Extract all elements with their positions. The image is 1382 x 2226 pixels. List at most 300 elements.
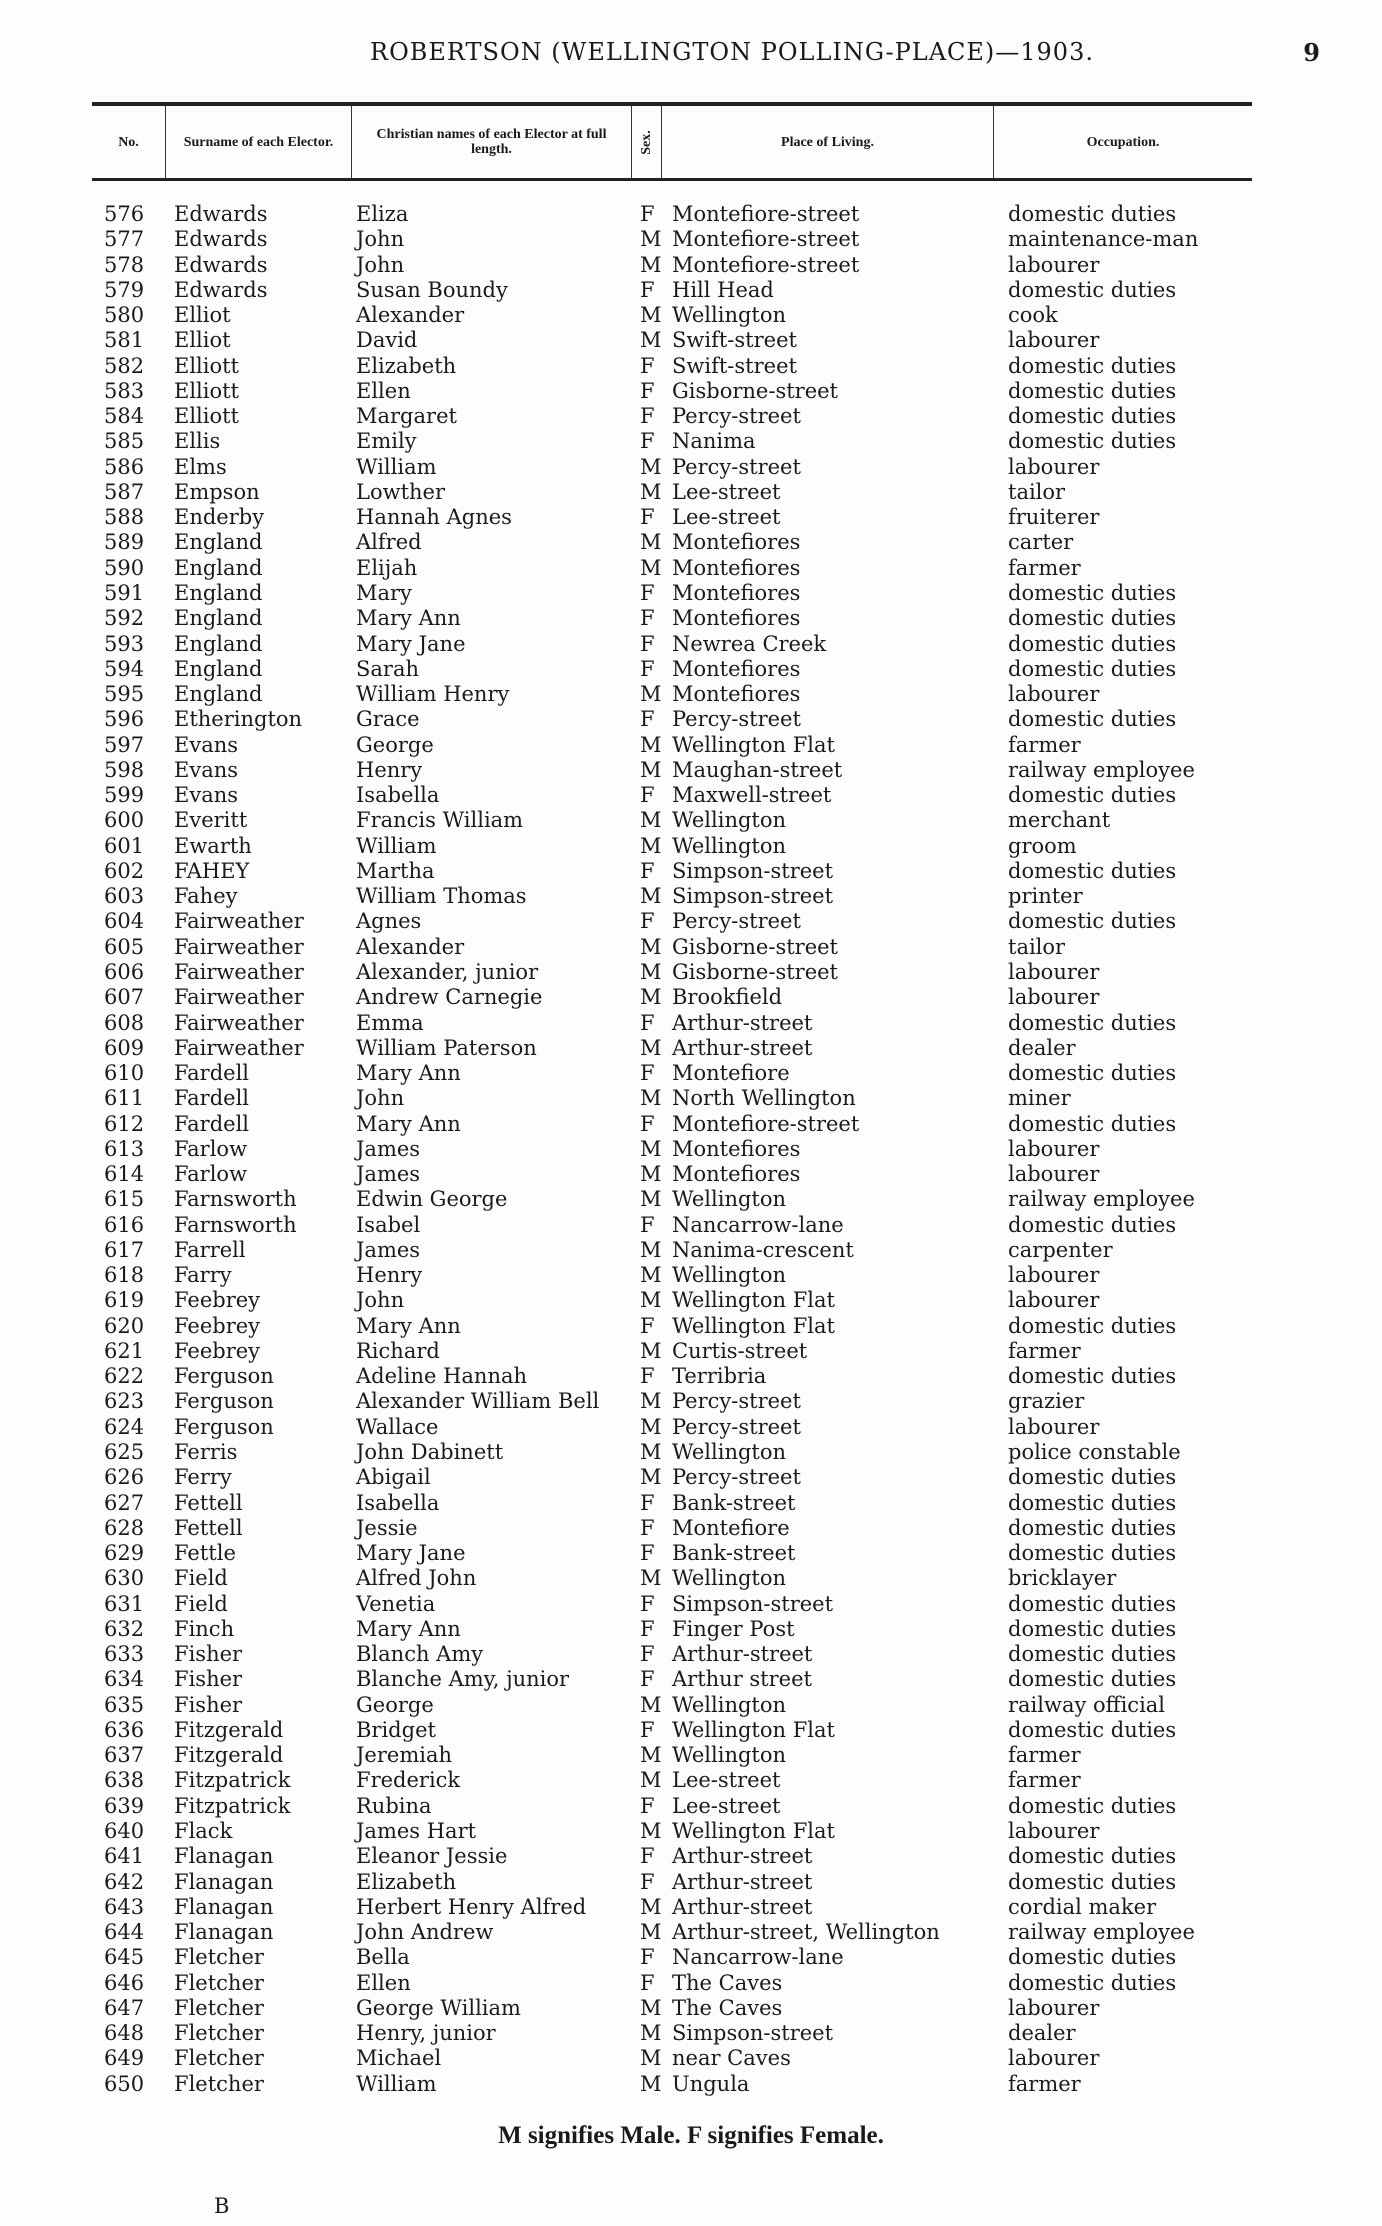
elector-sex: F: [640, 378, 655, 403]
table-row: [0, 480, 1382, 505]
elector-place-of-living: Wellington: [672, 1743, 787, 1768]
elector-sex: M: [640, 1440, 662, 1465]
elector-place-of-living: Montefiores: [672, 1162, 801, 1187]
elector-occupation: domestic duties: [1008, 353, 1177, 378]
elector-occupation: cordial maker: [1008, 1894, 1157, 1919]
table-row: [0, 1895, 1382, 1920]
elector-occupation: fruiterer: [1008, 505, 1100, 530]
elector-surname: Evans: [174, 757, 239, 782]
elector-number: 583: [104, 378, 145, 403]
elector-occupation: labourer: [1008, 1263, 1100, 1288]
elector-number: 588: [104, 505, 145, 530]
elector-sex: M: [640, 1692, 662, 1717]
elector-occupation: domestic duties: [1008, 1515, 1177, 1540]
elector-number: 642: [104, 1869, 145, 1894]
table-row: [0, 758, 1382, 783]
elector-christian-names: Grace: [356, 707, 420, 732]
elector-place-of-living: Maxwell-street: [672, 783, 832, 808]
elector-sex: F: [640, 909, 655, 934]
elector-place-of-living: Swift-street: [672, 353, 797, 378]
elector-sex: M: [640, 1566, 662, 1591]
table-row: [0, 1718, 1382, 1743]
elector-occupation: labourer: [1008, 1136, 1100, 1161]
elector-occupation: farmer: [1008, 1768, 1081, 1793]
elector-surname: Fletcher: [174, 1970, 264, 1995]
elector-sex: M: [640, 1035, 662, 1060]
elector-surname: England: [174, 682, 263, 707]
elector-number: 590: [104, 555, 145, 580]
elector-number: 585: [104, 429, 145, 454]
elector-surname: Ferris: [174, 1440, 238, 1465]
elector-christian-names: Mary Ann: [356, 606, 461, 631]
elector-place-of-living: Ungula: [672, 2071, 750, 2096]
elector-christian-names: Mary Jane: [356, 1541, 466, 1566]
elector-christian-names: Elizabeth: [356, 353, 457, 378]
table-row: [0, 328, 1382, 353]
table-row: [0, 278, 1382, 303]
elector-christian-names: Mary Ann: [356, 1061, 461, 1086]
elector-occupation: railway employee: [1008, 1920, 1195, 1945]
elector-sex: M: [640, 1995, 662, 2020]
table-row: [0, 455, 1382, 480]
elector-occupation: farmer: [1008, 1743, 1081, 1768]
elector-place-of-living: Wellington: [672, 808, 787, 833]
elector-number: 612: [104, 1111, 145, 1136]
table-row: [0, 1693, 1382, 1718]
elector-occupation: labourer: [1008, 682, 1100, 707]
elector-surname: Evans: [174, 783, 239, 808]
elector-occupation: domestic duties: [1008, 1465, 1177, 1490]
column-header-occupation: Occupation.: [1086, 134, 1160, 150]
elector-surname: Farlow: [174, 1136, 248, 1161]
elector-sex: M: [640, 1465, 662, 1490]
elector-sex: M: [640, 2046, 662, 2071]
elector-sex: M: [640, 1389, 662, 1414]
elector-christian-names: Abigail: [356, 1465, 431, 1490]
elector-christian-names: Henry: [356, 757, 423, 782]
elector-place-of-living: Wellington: [672, 1692, 787, 1717]
elector-christian-names: Alexander William Bell: [356, 1389, 600, 1414]
elector-occupation: cook: [1008, 303, 1058, 328]
elector-place-of-living: Wellington: [672, 1566, 787, 1591]
elector-occupation: dealer: [1008, 1035, 1076, 1060]
elector-occupation: tailor: [1008, 934, 1066, 959]
table-row: [0, 1743, 1382, 1768]
elector-sex: M: [640, 530, 662, 555]
elector-occupation: domestic duties: [1008, 1717, 1177, 1742]
table-row: [0, 1238, 1382, 1263]
elector-number: 615: [104, 1187, 145, 1212]
elector-surname: Etherington: [174, 707, 303, 732]
elector-place-of-living: Percy-street: [672, 707, 801, 732]
elector-place-of-living: near Caves: [672, 2046, 791, 2071]
table-row: [0, 834, 1382, 859]
elector-sex: F: [640, 858, 655, 883]
elector-surname: Fardell: [174, 1086, 250, 1111]
elector-occupation: maintenance-man: [1008, 227, 1199, 252]
elector-sex: F: [640, 429, 655, 454]
elector-place-of-living: Nancarrow-lane: [672, 1212, 844, 1237]
elector-christian-names: George William: [356, 1995, 521, 2020]
elector-place-of-living: Bank-street: [672, 1490, 796, 1515]
page-number: 9: [1303, 38, 1320, 67]
elector-sex: F: [640, 1212, 655, 1237]
elector-surname: Fitzpatrick: [174, 1768, 291, 1793]
elector-number: 620: [104, 1313, 145, 1338]
table-row: [0, 1036, 1382, 1061]
table-row: [0, 1086, 1382, 1111]
elector-occupation: groom: [1008, 833, 1077, 858]
elector-place-of-living: Wellington Flat: [672, 1288, 835, 1313]
elector-place-of-living: Gisborne-street: [672, 934, 838, 959]
elector-surname: Ferry: [174, 1465, 232, 1490]
elector-sex: F: [640, 1945, 655, 1970]
elector-surname: Fairweather: [174, 985, 304, 1010]
elector-christian-names: William Paterson: [356, 1035, 537, 1060]
elector-christian-names: Alfred John: [356, 1566, 477, 1591]
page-header: [0, 38, 1382, 78]
elector-surname: Edwards: [174, 202, 268, 226]
elector-sex: M: [640, 1819, 662, 1843]
elector-place-of-living: The Caves: [672, 1995, 783, 2020]
elector-occupation: domestic duties: [1008, 404, 1177, 429]
elector-number: 582: [104, 353, 145, 378]
elector-place-of-living: Montefiores: [672, 1136, 801, 1161]
elector-place-of-living: Lee-street: [672, 479, 781, 504]
elector-surname: Fitzpatrick: [174, 1793, 291, 1818]
elector-christian-names: Elijah: [356, 555, 418, 580]
elector-occupation: grazier: [1008, 1389, 1085, 1414]
elector-surname: Fletcher: [174, 2046, 264, 2071]
elector-number: 603: [104, 884, 145, 909]
elector-christian-names: George: [356, 1692, 434, 1717]
elector-place-of-living: Wellington Flat: [672, 1717, 835, 1742]
elector-occupation: domestic duties: [1008, 606, 1177, 631]
elector-place-of-living: Finger Post: [672, 1616, 795, 1641]
elector-sex: M: [640, 1894, 662, 1919]
table-row: [0, 707, 1382, 732]
table-row: [0, 2021, 1382, 2046]
elector-sex: F: [640, 202, 655, 226]
column-header-no: No.: [92, 106, 166, 178]
elector-number: 609: [104, 1035, 145, 1060]
table-row: [0, 1465, 1382, 1490]
elector-number: 602: [104, 858, 145, 883]
elector-sex: F: [640, 580, 655, 605]
table-row: [0, 1642, 1382, 1667]
elector-occupation: carter: [1008, 530, 1074, 555]
elector-occupation: domestic duties: [1008, 1667, 1177, 1692]
elector-number: 650: [104, 2071, 145, 2096]
elector-surname: Fisher: [174, 1667, 243, 1692]
elector-place-of-living: Montefiores: [672, 580, 801, 605]
elector-christian-names: David: [356, 328, 418, 353]
elector-place-of-living: Arthur-street: [672, 1010, 813, 1035]
elector-place-of-living: Lee-street: [672, 505, 781, 530]
elector-sex: F: [640, 505, 655, 530]
elector-christian-names: Michael: [356, 2046, 442, 2071]
elector-number: 646: [104, 1970, 145, 1995]
elector-sex: F: [640, 1667, 655, 1692]
elector-number: 607: [104, 985, 145, 1010]
elector-christian-names: Emma: [356, 1010, 424, 1035]
column-header-place: Place of Living.: [662, 106, 994, 178]
elector-christian-names: George: [356, 732, 434, 757]
elector-christian-names: John: [356, 252, 405, 277]
elector-place-of-living: Wellington: [672, 1263, 787, 1288]
elector-surname: Farrell: [174, 1237, 246, 1262]
elector-christian-names: Agnes: [356, 909, 422, 934]
elector-number: 638: [104, 1768, 145, 1793]
elector-place-of-living: Wellington: [672, 1440, 787, 1465]
elector-place-of-living: Montefiore-street: [672, 202, 860, 226]
elector-number: 631: [104, 1591, 145, 1616]
elector-place-of-living: Brookfield: [672, 985, 783, 1010]
elector-number: 621: [104, 1338, 145, 1363]
elector-sex: F: [640, 1313, 655, 1338]
elector-place-of-living: Montefiore-street: [672, 252, 860, 277]
elector-christian-names: Henry, junior: [356, 2021, 496, 2046]
elector-surname: Fletcher: [174, 1945, 264, 1970]
elector-christian-names: Blanche Amy, junior: [356, 1667, 570, 1692]
elector-surname: Elms: [174, 454, 227, 479]
elector-number: 589: [104, 530, 145, 555]
elector-occupation: domestic duties: [1008, 1793, 1177, 1818]
elector-number: 639: [104, 1793, 145, 1818]
elector-place-of-living: Swift-street: [672, 328, 797, 353]
elector-number: 593: [104, 631, 145, 656]
elector-number: 626: [104, 1465, 145, 1490]
elector-surname: Flanagan: [174, 1869, 274, 1894]
elector-sex: F: [640, 1717, 655, 1742]
elector-surname: Fletcher: [174, 1995, 264, 2020]
table-row: [0, 1870, 1382, 1895]
elector-occupation: miner: [1008, 1086, 1071, 1111]
elector-number: 578: [104, 252, 145, 277]
elector-occupation: railway employee: [1008, 757, 1195, 782]
elector-sex: M: [640, 1136, 662, 1161]
elector-occupation: domestic duties: [1008, 1364, 1177, 1389]
elector-surname: Farlow: [174, 1162, 248, 1187]
elector-surname: Elliot: [174, 328, 231, 353]
elector-occupation: labourer: [1008, 985, 1100, 1010]
elector-place-of-living: Simpson-street: [672, 1591, 834, 1616]
elector-occupation: labourer: [1008, 454, 1100, 479]
elector-number: 594: [104, 656, 145, 681]
column-header-surname: Surname of each Elector.: [166, 106, 352, 178]
table-row: [0, 530, 1382, 555]
elector-occupation: domestic duties: [1008, 378, 1177, 403]
elector-number: 599: [104, 783, 145, 808]
elector-surname: Field: [174, 1566, 228, 1591]
elector-sex: F: [640, 1490, 655, 1515]
elector-occupation: domestic duties: [1008, 1490, 1177, 1515]
elector-occupation: domestic duties: [1008, 580, 1177, 605]
elector-place-of-living: Wellington Flat: [672, 732, 835, 757]
elector-occupation: carpenter: [1008, 1237, 1113, 1262]
elector-surname: Ferguson: [174, 1414, 274, 1439]
elector-number: 627: [104, 1490, 145, 1515]
elector-christian-names: Mary Ann: [356, 1313, 461, 1338]
elector-occupation: police constable: [1008, 1440, 1181, 1465]
elector-place-of-living: Wellington Flat: [672, 1313, 835, 1338]
elector-occupation: domestic duties: [1008, 656, 1177, 681]
table-row: [0, 1667, 1382, 1692]
elector-number: 633: [104, 1642, 145, 1667]
table-row: [0, 1011, 1382, 1036]
table-row: [0, 1819, 1382, 1844]
elector-sex: M: [640, 1743, 662, 1768]
elector-number: 647: [104, 1995, 145, 2020]
table-row: [0, 1263, 1382, 1288]
elector-surname: Fahey: [174, 884, 238, 909]
elector-place-of-living: Simpson-street: [672, 2021, 834, 2046]
table-row: [0, 1364, 1382, 1389]
table-row: [0, 1491, 1382, 1516]
elector-surname: Finch: [174, 1616, 235, 1641]
elector-place-of-living: Percy-street: [672, 1389, 801, 1414]
elector-occupation: farmer: [1008, 732, 1081, 757]
table-row: [0, 2072, 1382, 2097]
table-row: [0, 783, 1382, 808]
elector-occupation: labourer: [1008, 252, 1100, 277]
table-row: [0, 1566, 1382, 1591]
elector-place-of-living: Arthur street: [672, 1667, 812, 1692]
elector-place-of-living: Montefiore: [672, 1515, 790, 1540]
elector-place-of-living: Montefiores: [672, 555, 801, 580]
table-row: [0, 985, 1382, 1010]
elector-christian-names: Susan Boundy: [356, 277, 508, 302]
elector-surname: Elliott: [174, 404, 239, 429]
elector-sex: F: [640, 1616, 655, 1641]
elector-number: 640: [104, 1819, 145, 1843]
elector-surname: Farnsworth: [174, 1212, 297, 1237]
elector-sex: M: [640, 1288, 662, 1313]
elector-occupation: domestic duties: [1008, 631, 1177, 656]
elector-number: 643: [104, 1894, 145, 1919]
elector-number: 597: [104, 732, 145, 757]
elector-christian-names: Jessie: [356, 1515, 418, 1540]
elector-sex: M: [640, 934, 662, 959]
elector-place-of-living: Montefiores: [672, 530, 801, 555]
elector-occupation: railway employee: [1008, 1187, 1195, 1212]
elector-place-of-living: Percy-street: [672, 1465, 801, 1490]
table-row: [0, 303, 1382, 328]
elector-occupation: domestic duties: [1008, 429, 1177, 454]
table-row: [0, 1971, 1382, 1996]
elector-number: 606: [104, 959, 145, 984]
elector-place-of-living: Newrea Creek: [672, 631, 827, 656]
elector-christian-names: Blanch Amy: [356, 1642, 484, 1667]
elector-place-of-living: Nancarrow-lane: [672, 1945, 844, 1970]
elector-occupation: merchant: [1008, 808, 1111, 833]
elector-place-of-living: Montefiores: [672, 656, 801, 681]
elector-place-of-living: Percy-street: [672, 404, 801, 429]
elector-number: 576: [104, 202, 145, 226]
elector-christian-names: Mary: [356, 580, 412, 605]
elector-place-of-living: Arthur-street, Wellington: [672, 1920, 940, 1945]
elector-christian-names: John: [356, 1086, 405, 1111]
elector-occupation: labourer: [1008, 1162, 1100, 1187]
elector-sex: M: [640, 328, 662, 353]
elector-christian-names: William: [356, 833, 437, 858]
column-header-sex: [632, 106, 662, 178]
elector-sex: F: [640, 1844, 655, 1869]
elector-surname: Fairweather: [174, 1010, 304, 1035]
table-row: [0, 1213, 1382, 1238]
elector-christian-names: Rubina: [356, 1793, 432, 1818]
elector-number: 636: [104, 1717, 145, 1742]
elector-sex: F: [640, 1970, 655, 1995]
elector-place-of-living: Wellington Flat: [672, 1819, 835, 1843]
elector-number: 624: [104, 1414, 145, 1439]
elector-sex: M: [640, 884, 662, 909]
elector-number: 648: [104, 2021, 145, 2046]
elector-sex: M: [640, 479, 662, 504]
elector-occupation: labourer: [1008, 1414, 1100, 1439]
elector-surname: Fardell: [174, 1111, 250, 1136]
elector-sex: M: [640, 1263, 662, 1288]
table-row: [0, 1516, 1382, 1541]
elector-place-of-living: Arthur-street: [672, 1642, 813, 1667]
elector-number: 637: [104, 1743, 145, 1768]
table-row: [0, 1996, 1382, 2021]
elector-sex: F: [640, 1869, 655, 1894]
elector-surname: Edwards: [174, 252, 268, 277]
elector-sex: M: [640, 1237, 662, 1262]
elector-occupation: domestic duties: [1008, 1616, 1177, 1641]
elector-sex: M: [640, 682, 662, 707]
elector-surname: Fletcher: [174, 2021, 264, 2046]
elector-surname: Fairweather: [174, 934, 304, 959]
elector-sex: M: [640, 303, 662, 328]
elector-sex: F: [640, 1364, 655, 1389]
table-row: [0, 1541, 1382, 1566]
elector-christian-names: Andrew Carnegie: [356, 985, 543, 1010]
elector-sex: F: [640, 1010, 655, 1035]
elector-number: 623: [104, 1389, 145, 1414]
table-row: [0, 227, 1382, 252]
elector-occupation: farmer: [1008, 2071, 1081, 2096]
elector-christian-names: Henry: [356, 1263, 423, 1288]
elector-number: 613: [104, 1136, 145, 1161]
table-row: [0, 581, 1382, 606]
elector-place-of-living: Arthur-street: [672, 1869, 813, 1894]
table-row: [0, 1440, 1382, 1465]
elector-number: 614: [104, 1162, 145, 1187]
table-row: [0, 1339, 1382, 1364]
table-row: [0, 2046, 1382, 2071]
elector-sex: M: [640, 1768, 662, 1793]
table-row: [0, 1061, 1382, 1086]
elector-surname: Elliot: [174, 303, 231, 328]
elector-place-of-living: Terribria: [672, 1364, 767, 1389]
elector-occupation: domestic duties: [1008, 1970, 1177, 1995]
elector-christian-names: Alexander: [356, 303, 465, 328]
elector-christian-names: Lowther: [356, 479, 445, 504]
elector-number: 635: [104, 1692, 145, 1717]
elector-number: 586: [104, 454, 145, 479]
elector-occupation: domestic duties: [1008, 1591, 1177, 1616]
elector-sex: M: [640, 555, 662, 580]
elector-surname: Flanagan: [174, 1844, 274, 1869]
column-header-christian-names: Christian names of each Elector at full length.: [352, 106, 632, 178]
elector-number: 630: [104, 1566, 145, 1591]
elector-occupation: labourer: [1008, 1995, 1100, 2020]
elector-place-of-living: Maughan-street: [672, 757, 843, 782]
elector-number: 628: [104, 1515, 145, 1540]
elector-christian-names: Mary Ann: [356, 1111, 461, 1136]
